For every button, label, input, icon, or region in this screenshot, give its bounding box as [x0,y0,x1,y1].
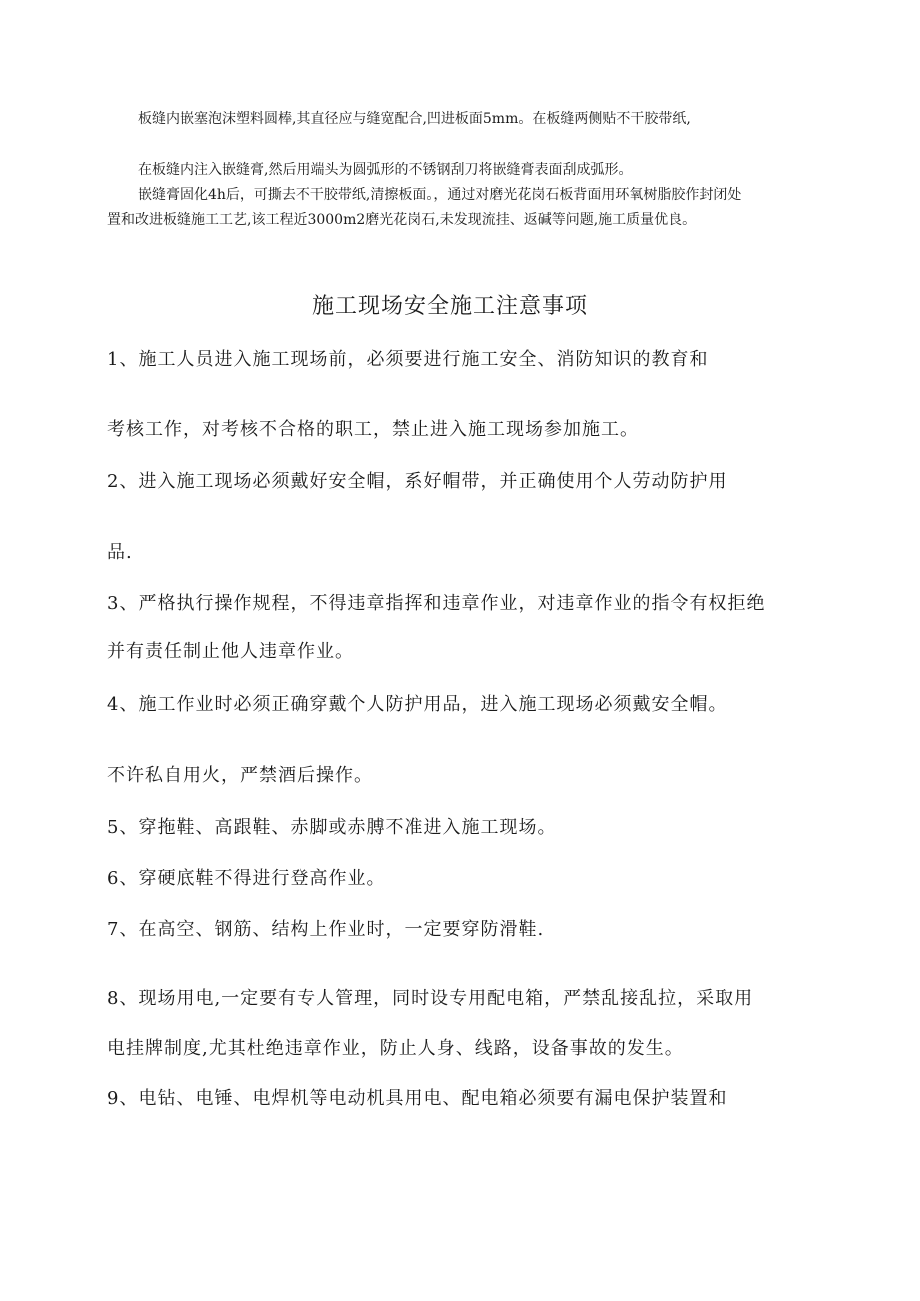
item-4-line-2: 不许私自用火，严禁酒后操作。 [107,765,373,786]
item-3-line-1: 3、严格执行操作规程，不得违章指挥和违章作业，对违章作业的指令有权拒绝 [107,593,766,614]
intro-paragraph-2: 在板缝内注入嵌缝膏,然后用端头为圆弧形的不锈钢刮刀将嵌缝膏表面刮成弧形。 [138,162,633,178]
intro-paragraph-1: 板缝内嵌塞泡沫塑料圆棒,其直径应与缝宽配合,凹进板面5mm。在板缝两侧贴不干胶带纸, [138,111,691,127]
item-2-line-1: 2、进入施工现场必须戴好安全帽，系好帽带，并正确使用个人劳动防护用 [107,471,728,492]
section-title: 施工现场安全施工注意事项 [312,294,589,319]
item-1-line-1: 1、施工人员进入施工现场前，必须要进行施工安全、消防知识的教育和 [107,349,709,370]
item-6: 6、穿硬底鞋不得进行登高作业。 [107,868,386,889]
item-9-line-1: 9、电钻、电锤、电焊机等电动机具用电、配电箱必须要有漏电保护装置和 [107,1088,728,1109]
item-4-line-1: 4、施工作业时必须正确穿戴个人防护用品，进入施工现场必须戴安全帽。 [107,694,728,715]
intro-paragraph-3-line-2: 置和改进板缝施工工艺,该工程近3000m2磨光花岗石,未发现流挂、返碱等问题,施工质量优良。 [107,212,697,228]
item-3-line-2: 并有责任制止他人违章作业。 [107,641,354,662]
item-5: 5、穿拖鞋、高跟鞋、赤脚或赤膊不准进入施工现场。 [107,817,557,838]
item-1-line-2: 考核工作，对考核不合格的职工，禁止进入施工现场参加施工。 [107,419,639,440]
item-8-line-1: 8、现场用电,一定要有专人管理，同时设专用配电箱，严禁乱接乱拉，采取用 [107,988,754,1009]
intro-paragraph-3-line-1: 嵌缝膏固化4h后，可撕去不干胶带纸,清擦板面。，通过对磨光花岗石板背面用环氧树脂胶作封闭处 [138,187,742,203]
item-7: 7、在高空、钢筋、结构上作业时，一定要穿防滑鞋. [107,919,545,940]
item-2-line-2: 品. [107,542,133,563]
item-8-line-2: 电挂牌制度,尤其杜绝违章作业，防止人身、线路，设备事故的发生。 [107,1038,684,1059]
